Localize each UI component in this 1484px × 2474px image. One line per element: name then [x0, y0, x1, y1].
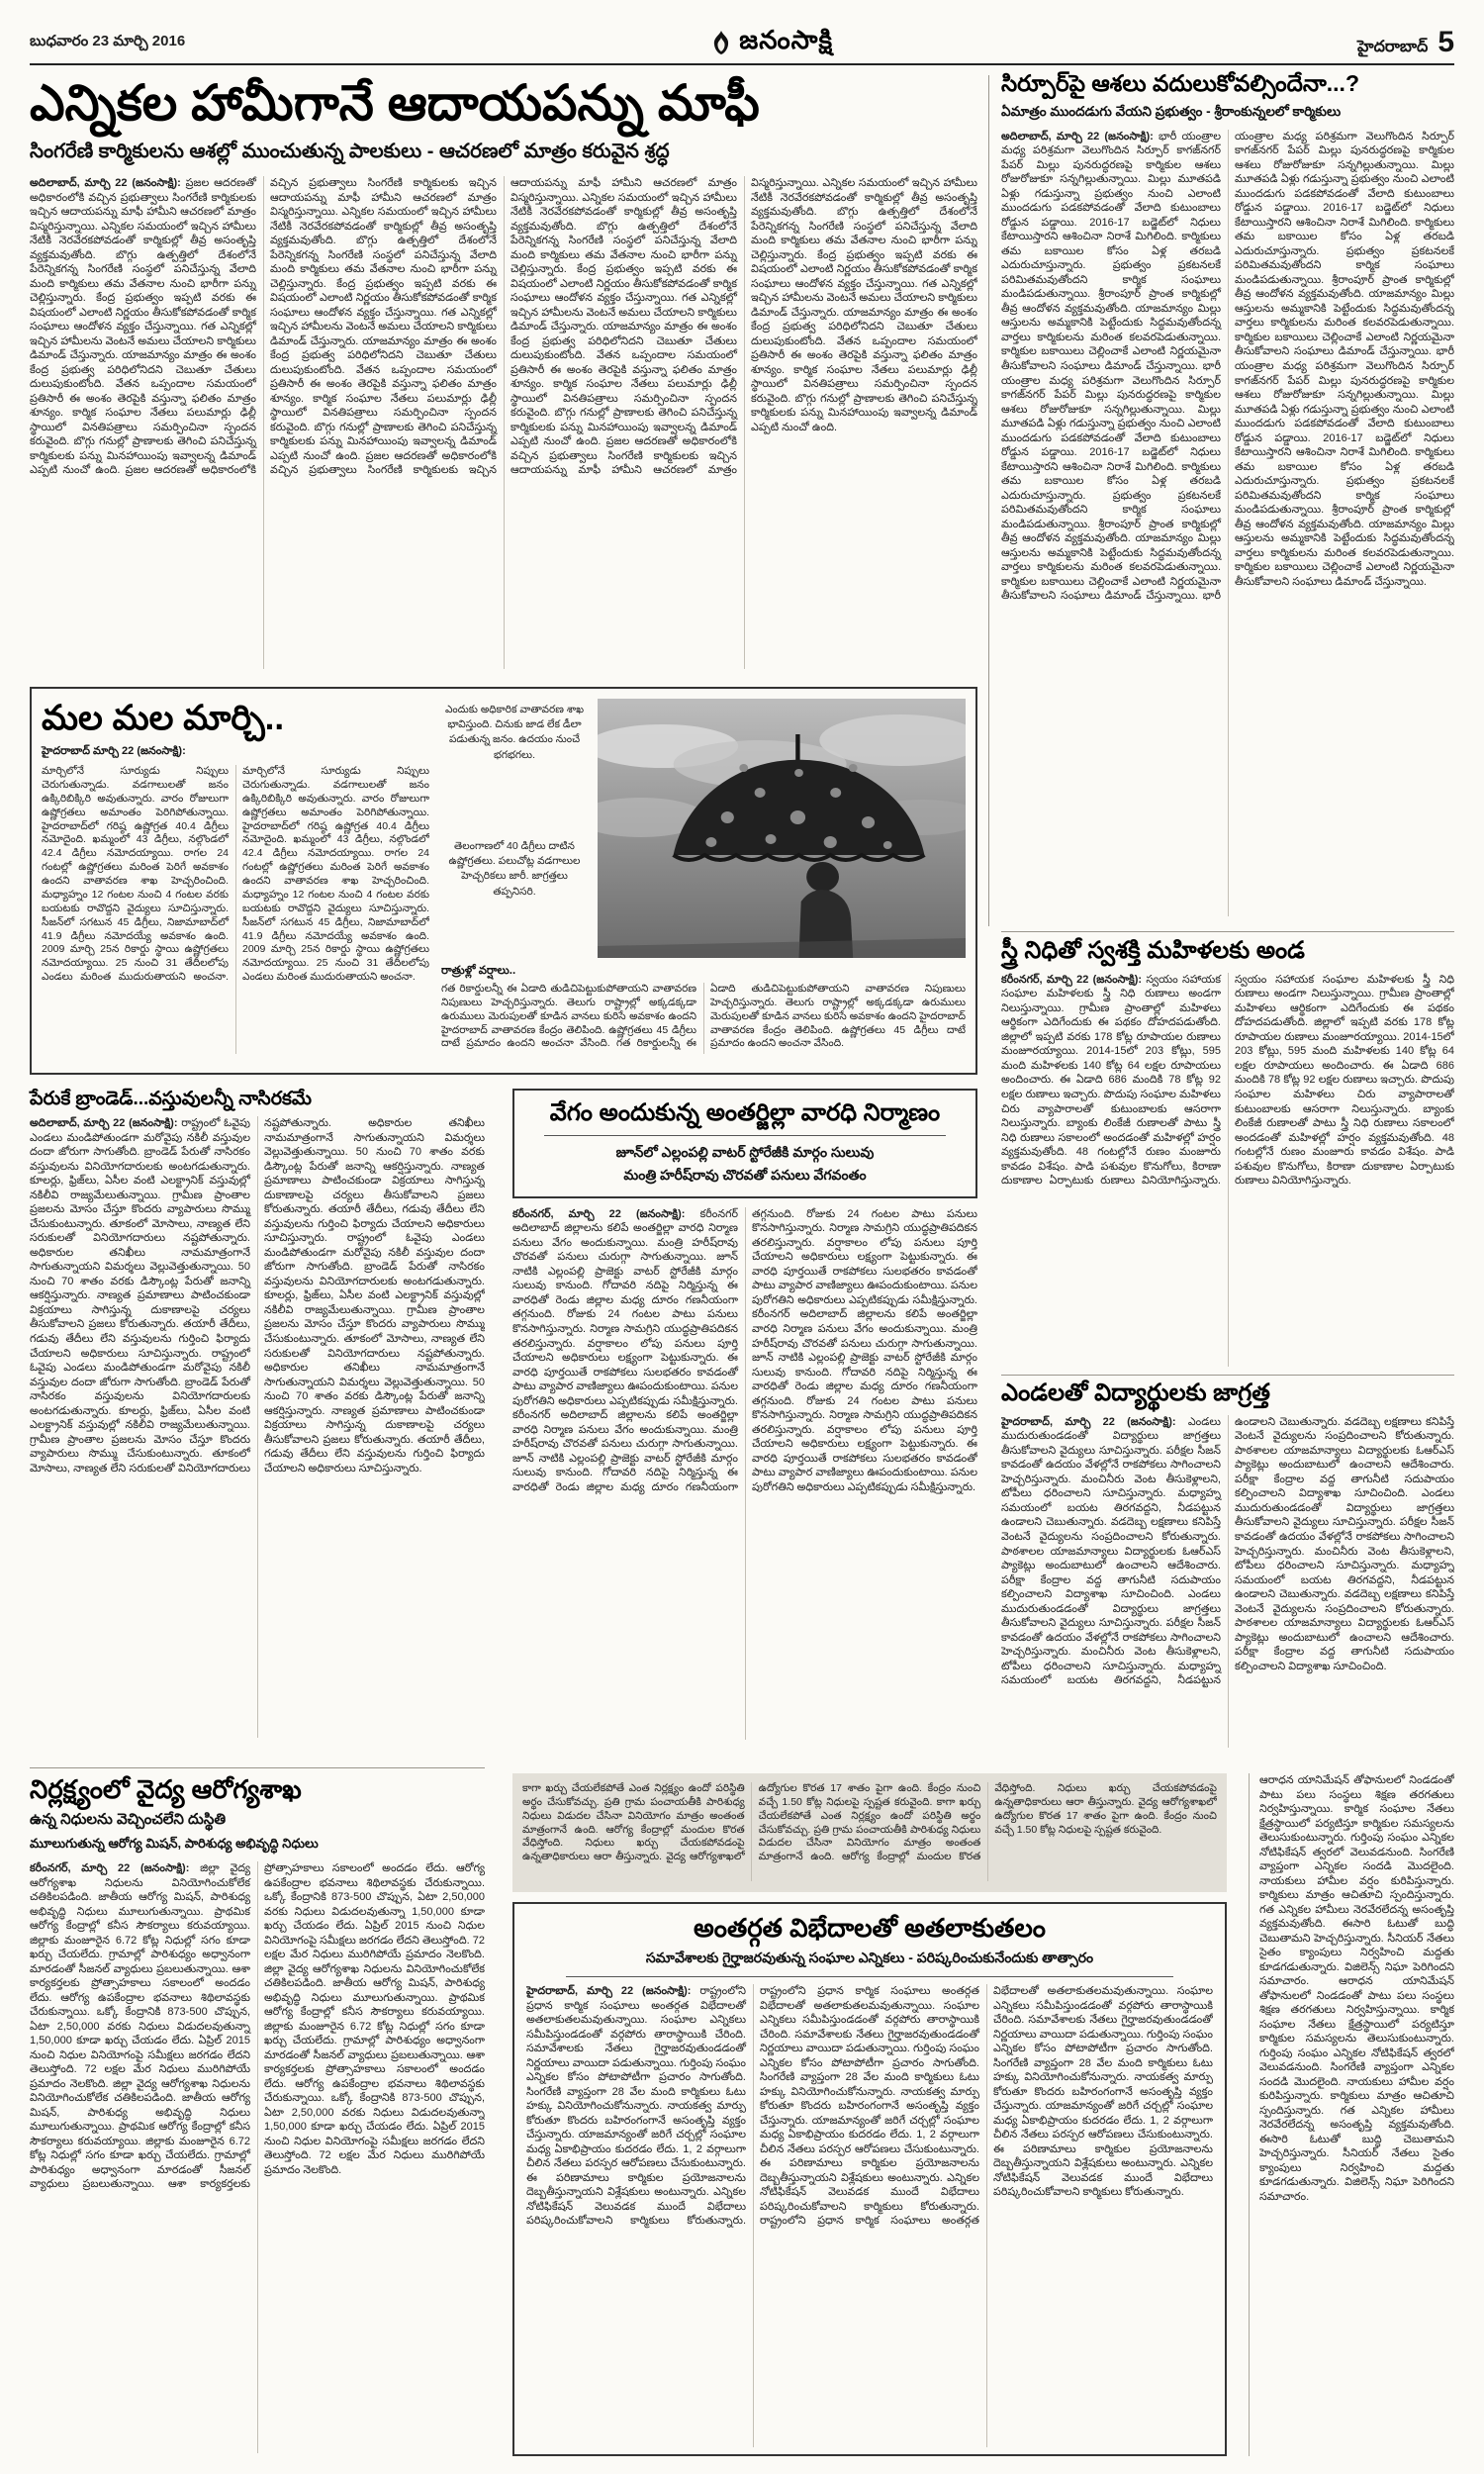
health-dateline: కరీంనగర్, మార్చి 22 (జనంసాక్షి):: [30, 1862, 201, 1875]
weather-headline: మల మల మార్చి..: [42, 699, 285, 737]
weather-note-2: తెలంగాణలో 40 డిగ్రీలు దాటిన ఉష్ణోగ్రతలు. పలుచోట్ల వడగాలుల హెచ్చరికలు జారీ. జాగ్రత్తలు తప్పనిసరి.: [448, 840, 581, 898]
weather-below-photo-text: [441, 983, 966, 1054]
students-body: [1001, 1415, 1454, 1748]
edition-block: [1357, 26, 1454, 59]
issue-date: బుధవారం 23 మార్చి 2016: [30, 32, 186, 49]
continuation-body: [1259, 1773, 1454, 2456]
article-bridge: [512, 1089, 977, 1740]
continuation-text: ఆరాధన యానిమేషన్ తోఫానులలో నిండడంతో పాటు పలు సంస్థలు శిక్షణ తరగతులు నిర్వహిస్తున్నాయి. కార్మిక సంఘాల నేతలు క్షేత్రస్థాయిలో పర్యటిస్తూ కార్మికుల సమస్యలను తెలుసుకుంటున్నారు. గుర్తింపు సంఘం ఎన్నికల నోటిఫికేషన్ త్వరలో వెలువడనుంది. సింగరేణి వ్యాప్తంగా ఎన్నికల సందడి మొదలైంది. నాయకులు హామీల వర్షం కురిపిస్తున్నారు. కార్మికులు మాత్రం ఆచితూచి స్పందిస్తున్నారు. గత ఎన్నికల హామీలు నెరవేరలేదన్న అసంతృప్తి వ్యక్తమవుతోంది. ఈసారి ఓటుతో బుద్ధి చెబుతామని హెచ్చరిస్తున్నారు. సీనియర్ నేతలు సైతం క్యాంపులు నిర్వహించి మద్దతు కూడగడుతున్నారు. విజిలెన్స్ నిఘా పెరిగిందని సమాచారం. ఆరాధన యానిమేషన్ తోఫానులలో నిండడంతో పాటు పలు సంస్థలు శిక్షణ తరగతులు నిర్వహిస్తున్నాయి. కార్మిక సంఘాల నేతలు క్షేత్రస్థాయిలో పర్యటిస్తూ కార్మికుల సమస్యలను తెలుసుకుంటున్నారు. గుర్తింపు సంఘం ఎన్నికల నోటిఫికేషన్ త్వరలో వెలువడనుంది. సింగరేణి వ్యాప్తంగా ఎన్నికల సందడి మొదలైంది. నాయకులు హామీల వర్షం కురిపిస్తున్నారు. కార్మికులు మాత్రం ఆచితూచి స్పందిస్తున్నారు. గత ఎన్నికల హామీలు నెరవేరలేదన్న అసంతృప్తి వ్యక్తమవుతోంది. ఈసారి ఓటుతో బుద్ధి చెబుతామని హెచ్చరిస్తున్నారు. సీనియర్ నేతలు సైతం క్యాంపులు నిర్వహించి మద్దతు కూడగడుతున్నారు. విజిలెన్స్ నిఘా పెరిగిందని సమాచారం.: [1259, 1774, 1454, 2203]
lead-body: [30, 176, 977, 669]
women-body: [1001, 973, 1454, 1367]
masthead-title: జనంసాక్షి: [739, 24, 834, 54]
women-headline: స్త్రీ నిధితో స్వశక్తి మహిళలకు అండ: [1001, 937, 1305, 964]
bridge-headline-box: [512, 1089, 977, 1198]
lead-subheadline: సింగరేణి కార్మికులను ఆశల్లో ముంచుతున్న పాలకులు - ఆచరణలో మాత్రం కరువైన శ్రద్ధ: [30, 141, 670, 162]
lead-dateline: అదిలాబాద్, మార్చి 22 (జనంసాక్షి):: [30, 177, 186, 189]
article-students-heat: [1001, 1380, 1454, 1748]
weather-body: [42, 765, 429, 1054]
branded-dateline: అదిలాబాద్, మార్చి 22 (జనంసాక్షి):: [30, 1117, 182, 1130]
header-rule: [30, 63, 1454, 65]
branded-body: [30, 1116, 485, 1738]
article-health: [30, 1775, 485, 2453]
health-subhead-1: ఉన్న నిధులను వెచ్చించలేని దుస్థితి: [30, 1811, 227, 1829]
students-dateline: హైదరాబాద్, మార్చి 22 (జనంసాక్షి):: [1001, 1415, 1188, 1428]
branded-body-text: రాష్ట్రంలో ఓవైపు ఎండలు మండిపోతుండగా మరోవైపు నకిలీ వస్తువుల దందా జోరుగా సాగుతోంది. బ్రాండెడ్ పేరుతో నాసిరకం వస్తువులను వినియోగదారులకు అంటగడుతున్నారు. కూలర్లు, ఫ్రిజ్‌లు, ఏసీల వంటి ఎలక్ట్రానిక్ వస్తువుల్లో నకిలీవి రాజ్యమేలుతున్నాయి. గ్రామీణ ప్రాంతాల ప్రజలను మోసం చేస్తూ కొందరు వ్యాపారులు సొమ్ము చేసుకుంటున్నారు. తూకంలో మోసాలు, నాణ్యత లేని సరుకులతో వినియోగదారులు నష్టపోతున్నారు. అధికారుల తనిఖీలు నామమాత్రంగానే సాగుతున్నాయని విమర్శలు వెల్లువెత్తుతున్నాయి. 50 నుంచి 70 శాతం వరకు డిస్కౌంట్ల పేరుతో జనాన్ని ఆకర్షిస్తున్నారు. నాణ్యత ప్రమాణాలు పాటించకుండా విక్రయాలు సాగిస్తున్న దుకాణాలపై చర్యలు తీసుకోవాలని ప్రజలు కోరుతున్నారు. తయారీ తేదీలు, గడువు తేదీలు లేని వస్తువులను గుర్తించి ఫిర్యాదు చేయాలని అధికారులు సూచిస్తున్నారు. రాష్ట్రంలో ఓవైపు ఎండలు మండిపోతుండగా మరోవైపు నకిలీ వస్తువుల దందా జోరుగా సాగుతోంది. బ్రాండెడ్ పేరుతో నాసిరకం వస్తువులను వినియోగదారులకు అంటగడుతున్నారు. కూలర్లు, ఫ్రిజ్‌లు, ఏసీల వంటి ఎలక్ట్రానిక్ వస్తువుల్లో నకిలీవి రాజ్యమేలుతున్నాయి. గ్రామీణ ప్రాంతాల ప్రజలను మోసం చేస్తూ కొందరు వ్యాపారులు సొమ్ము చేసుకుంటున్నారు. తూకంలో మోసాలు, నాణ్యత లేని సరుకులతో వినియోగదారులు నష్టపోతున్నారు. అధికారుల తనిఖీలు నామమాత్రంగానే సాగుతున్నాయని విమర్శలు వెల్లువెత్తుతున్నాయి. 50 నుంచి 70 శాతం వరకు డిస్కౌంట్ల పేరుతో జనాన్ని ఆకర్షిస్తున్నారు. నాణ్యత ప్రమాణాలు పాటించకుండా విక్రయాలు సాగిస్తున్న దుకాణాలపై చర్యలు తీసుకోవాలని ప్రజలు కోరుతున్నారు. తయారీ తేదీలు, గడువు తేదీలు లేని వస్తువులను గుర్తించి ఫిర్యాదు చేయాలని అధికారులు సూచిస్తున్నారు. రాష్ట్రంలో ఓవైపు ఎండలు మండిపోతుండగా మరోవైపు నకిలీ వస్తువుల దందా జోరుగా సాగుతోంది. బ్రాండెడ్ పేరుతో నాసిరకం వస్తువులను వినియోగదారులకు అంటగడుతున్నారు. కూలర్లు, ఫ్రిజ్‌లు, ఏసీల వంటి ఎలక్ట్రానిక్ వస్తువుల్లో నకిలీవి రాజ్యమేలుతున్నాయి. గ్రామీణ ప్రాంతాల ప్రజలను మోసం చేస్తూ కొందరు వ్యాపారులు సొమ్ము చేసుకుంటున్నారు. తూకంలో మోసాలు, నాణ్యత లేని సరుకులతో వినియోగదారులు నష్టపోతున్నారు. అధికారుల తనిఖీలు నామమాత్రంగానే సాగుతున్నాయని విమర్శలు వెల్లువెత్తుతున్నాయి. 50 నుంచి 70 శాతం వరకు డిస్కౌంట్ల పేరుతో జనాన్ని ఆకర్షిస్తున్నారు. నాణ్యత ప్రమాణాలు పాటించకుండా విక్రయాలు సాగిస్తున్న దుకాణాలపై చర్యలు తీసుకోవాలని ప్రజలు కోరుతున్నారు. తయారీ తేదీలు, గడువు తేదీలు లేని వస్తువులను గుర్తించి ఫిర్యాదు చేయాలని అధికారులు సూచిస్తున్నారు.: [30, 1117, 485, 1475]
gray-note-text: కాగా ఖర్చు చేయలేకపోతే ఎంత నిర్లక్ష్యం ఉందో పరిస్థితి అర్థం చేసుకోవచ్చు. ప్రతి గ్రామ పంచాయతీకి పారిశుధ్య నిధులు విడుదల చేసినా వినియోగం మాత్రం అంతంత మాత్రంగానే ఉంది. ఆరోగ్య కేంద్రాల్లో మందుల కొరత వేధిస్తోంది. నిధులు ఖర్చు చేయకపోవడంపై ఉన్నతాధికారులు ఆరా తీస్తున్నారు. వైద్య ఆరోగ్యశాఖలో ఉద్యోగుల కొరత 17 శాతం పైగా ఉంది. కేంద్రం నుంచి వచ్చే 1.50 కోట్ల నిధులపై స్పష్టత కరువైంది. కాగా ఖర్చు చేయలేకపోతే ఎంత నిర్లక్ష్యం ఉందో పరిస్థితి అర్థం చేసుకోవచ్చు. ప్రతి గ్రామ పంచాయతీకి పారిశుధ్య నిధులు విడుదల చేసినా వినియోగం మాత్రం అంతంత మాత్రంగానే ఉంది. ఆరోగ్య కేంద్రాల్లో మందుల కొరత వేధిస్తోంది. నిధులు ఖర్చు చేయకపోవడంపై ఉన్నతాధికారులు ఆరా తీస్తున్నారు. వైద్య ఆరోగ్యశాఖలో ఉద్యోగుల కొరత 17 శాతం పైగా ఉంది. కేంద్రం నుంచి వచ్చే 1.50 కోట్ల నిధులపై స్పష్టత కరువైంది.: [522, 1782, 1217, 1863]
page-number: 5: [1438, 26, 1454, 58]
internal-headline-rule: [566, 1976, 1173, 1977]
sirpur-body: [1001, 130, 1454, 916]
edition-city: హైదరాబాద్: [1357, 39, 1429, 55]
masthead: [709, 25, 833, 61]
bridge-headline-rule: [544, 1135, 946, 1136]
weather-photo-caption: రాత్రుళ్లో వర్షాలు..: [441, 965, 516, 977]
sirpur-body-text: భారీ యంత్రాల మధ్య పరిశ్రమగా వెలుగొందిన సిర్పూర్ కాగజ్‌నగర్ పేపర్ మిల్లు పునరుద్ధరణపై కార్మికుల ఆశలు రోజురోజుకూ సన్నగిల్లుతున్నాయి. మిల్లు మూతపడి ఏళ్లు గడుస్తున్నా ప్రభుత్వం నుంచి ఎలాంటి ముందడుగు పడకపోవడంతో వేలాది కుటుంబాలు రోడ్డున పడ్డాయి. 2016-17 బడ్జెట్‌లో నిధులు కేటాయిస్తారని ఆశించినా నిరాశే మిగిలింది. కార్మికులు తమ బకాయిల కోసం ఏళ్ల తరబడి ఎదురుచూస్తున్నారు. ప్రభుత్వం ప్రకటనలకే పరిమితమవుతోందని కార్మిక సంఘాలు మండిపడుతున్నాయి. శ్రీరాంపూర్ ప్రాంత కార్మికుల్లో తీవ్ర ఆందోళన వ్యక్తమవుతోంది. యాజమాన్యం మిల్లు ఆస్తులను అమ్మకానికి పెట్టేందుకు సిద్ధమవుతోందన్న వార్తలు కార్మికులను మరింత కలవరపెడుతున్నాయి. కార్మికుల బకాయిలు చెల్లించాకే ఎలాంటి నిర్ణయమైనా తీసుకోవాలని సంఘాలు డిమాండ్ చేస్తున్నాయి. భారీ యంత్రాల మధ్య పరిశ్రమగా వెలుగొందిన సిర్పూర్ కాగజ్‌నగర్ పేపర్ మిల్లు పునరుద్ధరణపై కార్మికుల ఆశలు రోజురోజుకూ సన్నగిల్లుతున్నాయి. మిల్లు మూతపడి ఏళ్లు గడుస్తున్నా ప్రభుత్వం నుంచి ఎలాంటి ముందడుగు పడకపోవడంతో వేలాది కుటుంబాలు రోడ్డున పడ్డాయి. 2016-17 బడ్జెట్‌లో నిధులు కేటాయిస్తారని ఆశించినా నిరాశే మిగిలింది. కార్మికులు తమ బకాయిల కోసం ఏళ్ల తరబడి ఎదురుచూస్తున్నారు. ప్రభుత్వం ప్రకటనలకే పరిమితమవుతోందని కార్మిక సంఘాలు మండిపడుతున్నాయి. శ్రీరాంపూర్ ప్రాంత కార్మికుల్లో తీవ్ర ఆందోళన వ్యక్తమవుతోంది. యాజమాన్యం మిల్లు ఆస్తులను అమ్మకానికి పెట్టేందుకు సిద్ధమవుతోందన్న వార్తలు కార్మికులను మరింత కలవరపెడుతున్నాయి. కార్మికుల బకాయిలు చెల్లించాకే ఎలాంటి నిర్ణయమైనా తీసుకోవాలని సంఘాలు డిమాండ్ చేస్తున్నాయి. భారీ యంత్రాల మధ్య పరిశ్రమగా వెలుగొందిన సిర్పూర్ కాగజ్‌నగర్ పేపర్ మిల్లు పునరుద్ధరణపై కార్మికుల ఆశలు రోజురోజుకూ సన్నగిల్లుతున్నాయి. మిల్లు మూతపడి ఏళ్లు గడుస్తున్నా ప్రభుత్వం నుంచి ఎలాంటి ముందడుగు పడకపోవడంతో వేలాది కుటుంబాలు రోడ్డున పడ్డాయి. 2016-17 బడ్జెట్‌లో నిధులు కేటాయిస్తారని ఆశించినా నిరాశే మిగిలింది. కార్మికులు తమ బకాయిల కోసం ఏళ్ల తరబడి ఎదురుచూస్తున్నారు. ప్రభుత్వం ప్రకటనలకే పరిమితమవుతోందని కార్మిక సంఘాలు మండిపడుతున్నాయి. శ్రీరాంపూర్ ప్రాంత కార్మికుల్లో తీవ్ర ఆందోళన వ్యక్తమవుతోంది. యాజమాన్యం మిల్లు ఆస్తులను అమ్మకానికి పెట్టేందుకు సిద్ధమవుతోందన్న వార్తలు కార్మికులను మరింత కలవరపెడుతున్నాయి. కార్మికుల బకాయిలు చెల్లించాకే ఎలాంటి నిర్ణయమైనా తీసుకోవాలని సంఘాలు డిమాండ్ చేస్తున్నాయి. భారీ యంత్రాల మధ్య పరిశ్రమగా వెలుగొందిన సిర్పూర్ కాగజ్‌నగర్ పేపర్ మిల్లు పునరుద్ధరణపై కార్మికుల ఆశలు రోజురోజుకూ సన్నగిల్లుతున్నాయి. మిల్లు మూతపడి ఏళ్లు గడుస్తున్నా ప్రభుత్వం నుంచి ఎలాంటి ముందడుగు పడకపోవడంతో వేలాది కుటుంబాలు రోడ్డున పడ్డాయి. 2016-17 బడ్జెట్‌లో నిధులు కేటాయిస్తారని ఆశించినా నిరాశే మిగిలింది. కార్మికులు తమ బకాయిల కోసం ఏళ్ల తరబడి ఎదురుచూస్తున్నారు. ప్రభుత్వం ప్రకటనలకే పరిమితమవుతోందని కార్మిక సంఘాలు మండిపడుతున్నాయి. శ్రీరాంపూర్ ప్రాంత కార్మికుల్లో తీవ్ర ఆందోళన వ్యక్తమవుతోంది. యాజమాన్యం మిల్లు ఆస్తులను అమ్మకానికి పెట్టేందుకు సిద్ధమవుతోందన్న వార్తలు కార్మికులను మరింత కలవరపెడుతున్నాయి. కార్మికుల బకాయిలు చెల్లించాకే ఎలాంటి నిర్ణయమైనా తీసుకోవాలని సంఘాలు డిమాండ్ చేస్తున్నాయి.: [1001, 130, 1454, 603]
column-divider: [988, 75, 989, 926]
sirpur-dateline: అదిలాబాద్, మార్చి 22 (జనంసాక్షి):: [1001, 130, 1159, 143]
section-rule: [1001, 931, 1454, 932]
weather-right-column: [441, 699, 966, 1063]
article-internal-disputes: [512, 1902, 1227, 2456]
bridge-headline: వేగం అందుకున్న అంతర్జిల్లా వారధి నిర్మాణం: [549, 1099, 941, 1126]
sirpur-headline: సిర్పూర్‌పై ఆశలు వదులుకోవల్సిందేనా...?: [1001, 70, 1359, 96]
bridge-subhead-1: జూన్‌లో ఎల్లంపల్లి వాటర్ స్టోరేజీకి మార్గం సులువు: [615, 1143, 875, 1160]
internal-dateline: హైదరాబాద్, మార్చి 22 (జనంసాక్షి):: [526, 1985, 700, 1998]
lead-headline: ఎన్నికల హామీగానే ఆదాయపన్ను మాఫీ: [30, 75, 760, 131]
bridge-dateline: కరీంనగర్, మార్చి 22 (జనంసాక్షి):: [512, 1207, 700, 1220]
bridge-body-text: కరీంనగర్ అదిలాబాద్ జిల్లాలను కలిపే అంతర్జిల్లా వారధి నిర్మాణ పనులు వేగం అందుకున్నాయి. మంత్రి హరీష్‌రావు చొరవతో పనులు చురుగ్గా సాగుతున్నాయి. జూన్ నాటికి ఎల్లంపల్లి ప్రాజెక్టు వాటర్ స్టోరేజీకి మార్గం సులువు కానుంది. గోదావరి నదిపై నిర్మిస్తున్న ఈ వారధితో రెండు జిల్లాల మధ్య దూరం గణనీయంగా తగ్గనుంది. రోజుకు 24 గంటల పాటు పనులు కొనసాగిస్తున్నారు. నిర్మాణ సామగ్రిని యుద్ధప్రాతిపదికన తరలిస్తున్నారు. వర్షాకాలం లోపు పనులు పూర్తి చేయాలని అధికారులు లక్ష్యంగా పెట్టుకున్నారు. ఈ వారధి పూర్తయితే రాకపోకలు సులభతరం కావడంతో పాటు వ్యాపార వాణిజ్యాలు ఊపందుకుంటాయి. పనుల పురోగతిని అధికారులు ఎప్పటికప్పుడు సమీక్షిస్తున్నారు. కరీంనగర్ అదిలాబాద్ జిల్లాలను కలిపే అంతర్జిల్లా వారధి నిర్మాణ పనులు వేగం అందుకున్నాయి. మంత్రి హరీష్‌రావు చొరవతో పనులు చురుగ్గా సాగుతున్నాయి. జూన్ నాటికి ఎల్లంపల్లి ప్రాజెక్టు వాటర్ స్టోరేజీకి మార్గం సులువు కానుంది. గోదావరి నదిపై నిర్మిస్తున్న ఈ వారధితో రెండు జిల్లాల మధ్య దూరం గణనీయంగా తగ్గనుంది. రోజుకు 24 గంటల పాటు పనులు కొనసాగిస్తున్నారు. నిర్మాణ సామగ్రిని యుద్ధప్రాతిపదికన తరలిస్తున్నారు. వర్షాకాలం లోపు పనులు పూర్తి చేయాలని అధికారులు లక్ష్యంగా పెట్టుకున్నారు. ఈ వారధి పూర్తయితే రాకపోకలు సులభతరం కావడంతో పాటు వ్యాపార వాణిజ్యాలు ఊపందుకుంటాయి. పనుల పురోగతిని అధికారులు ఎప్పటికప్పుడు సమీక్షిస్తున్నారు. కరీంనగర్ అదిలాబాద్ జిల్లాలను కలిపే అంతర్జిల్లా వారధి నిర్మాణ పనులు వేగం అందుకున్నాయి. మంత్రి హరీష్‌రావు చొరవతో పనులు చురుగ్గా సాగుతున్నాయి. జూన్ నాటికి ఎల్లంపల్లి ప్రాజెక్టు వాటర్ స్టోరేజీకి మార్గం సులువు కానుంది. గోదావరి నదిపై నిర్మిస్తున్న ఈ వారధితో రెండు జిల్లాల మధ్య దూరం గణనీయంగా తగ్గనుంది. రోజుకు 24 గంటల పాటు పనులు కొనసాగిస్తున్నారు. నిర్మాణ సామగ్రిని యుద్ధప్రాతిపదికన తరలిస్తున్నారు. వర్షాకాలం లోపు పనులు పూర్తి చేయాలని అధికారులు లక్ష్యంగా పెట్టుకున్నారు. ఈ వారధి పూర్తయితే రాకపోకలు సులభతరం కావడంతో పాటు వ్యాపార వాణిజ్యాలు ఊపందుకుంటాయి. పనుల పురోగతిని అధికారులు ఎప్పటికప్పుడు సమీక్షిస్తున్నారు.: [512, 1207, 977, 1493]
masthead-flame-icon: [709, 30, 733, 55]
lead-body-text: ప్రజల ఆదరణతో అధికారంలోకి వచ్చిన ప్రభుత్వాలు సింగరేణి కార్మికులకు ఇచ్చిన ఆదాయపన్ను మాఫీ హామీని ఆచరణలో మాత్రం విస్మరిస్తున్నాయి. ఎన్నికల సమయంలో ఇచ్చిన హామీలు నేటికీ నెరవేరకపోవడంతో కార్మికుల్లో తీవ్ర అసంతృప్తి వ్యక్తమవుతోంది. బొగ్గు ఉత్పత్తిలో దేశంలోనే పేరెన్నికగన్న సింగరేణి సంస్థలో పనిచేస్తున్న వేలాది మంది కార్మికులు తమ వేతనాల నుంచి భారీగా పన్ను చెల్లిస్తున్నారు. కేంద్ర ప్రభుత్వం ఇప్పటి వరకు ఈ విషయంలో ఎలాంటి నిర్ణయం తీసుకోకపోవడంతో కార్మిక సంఘాలు ఆందోళన వ్యక్తం చేస్తున్నాయి. గత ఎన్నికల్లో ఇచ్చిన హామీలను వెంటనే అమలు చేయాలని కార్మికులు డిమాండ్ చేస్తున్నారు. యాజమాన్యం మాత్రం ఈ అంశం కేంద్ర ప్రభుత్వ పరిధిలోనిదని చెబుతూ చేతులు దులుపుకుంటోంది. వేతన ఒప్పందాల సమయంలో ప్రతిసారీ ఈ అంశం తెరపైకి వస్తున్నా ఫలితం మాత్రం శూన్యం. కార్మిక సంఘాల నేతలు పలుమార్లు ఢిల్లీ స్థాయిలో వినతిపత్రాలు సమర్పించినా స్పందన కరువైంది. బొగ్గు గనుల్లో ప్రాణాలకు తెగించి పనిచేస్తున్న కార్మికులకు పన్ను మినహాయింపు ఇవ్వాలన్న డిమాండ్ ఎప్పటి నుంచో ఉంది. ప్రజల ఆదరణతో అధికారంలోకి వచ్చిన ప్రభుత్వాలు సింగరేణి కార్మికులకు ఇచ్చిన ఆదాయపన్ను మాఫీ హామీని ఆచరణలో మాత్రం విస్మరిస్తున్నాయి. ఎన్నికల సమయంలో ఇచ్చిన హామీలు నేటికీ నెరవేరకపోవడంతో కార్మికుల్లో తీవ్ర అసంతృప్తి వ్యక్తమవుతోంది. బొగ్గు ఉత్పత్తిలో దేశంలోనే పేరెన్నికగన్న సింగరేణి సంస్థలో పనిచేస్తున్న వేలాది మంది కార్మికులు తమ వేతనాల నుంచి భారీగా పన్ను చెల్లిస్తున్నారు. కేంద్ర ప్రభుత్వం ఇప్పటి వరకు ఈ విషయంలో ఎలాంటి నిర్ణయం తీసుకోకపోవడంతో కార్మిక సంఘాలు ఆందోళన వ్యక్తం చేస్తున్నాయి. గత ఎన్నికల్లో ఇచ్చిన హామీలను వెంటనే అమలు చేయాలని కార్మికులు డిమాండ్ చేస్తున్నారు. యాజమాన్యం మాత్రం ఈ అంశం కేంద్ర ప్రభుత్వ పరిధిలోనిదని చెబుతూ చేతులు దులుపుకుంటోంది. వేతన ఒప్పందాల సమయంలో ప్రతిసారీ ఈ అంశం తెరపైకి వస్తున్నా ఫలితం మాత్రం శూన్యం. కార్మిక సంఘాల నేతలు పలుమార్లు ఢిల్లీ స్థాయిలో వినతిపత్రాలు సమర్పించినా స్పందన కరువైంది. బొగ్గు గనుల్లో ప్రాణాలకు తెగించి పనిచేస్తున్న కార్మికులకు పన్ను మినహాయింపు ఇవ్వాలన్న డిమాండ్ ఎప్పటి నుంచో ఉంది. ప్రజల ఆదరణతో అధికారంలోకి వచ్చిన ప్రభుత్వాలు సింగరేణి కార్మికులకు ఇచ్చిన ఆదాయపన్ను మాఫీ హామీని ఆచరణలో మాత్రం విస్మరిస్తున్నాయి. ఎన్నికల సమయంలో ఇచ్చిన హామీలు నేటికీ నెరవేరకపోవడంతో కార్మికుల్లో తీవ్ర అసంతృప్తి వ్యక్తమవుతోంది. బొగ్గు ఉత్పత్తిలో దేశంలోనే పేరెన్నికగన్న సింగరేణి సంస్థలో పనిచేస్తున్న వేలాది మంది కార్మికులు తమ వేతనాల నుంచి భారీగా పన్ను చెల్లిస్తున్నారు. కేంద్ర ప్రభుత్వం ఇప్పటి వరకు ఈ విషయంలో ఎలాంటి నిర్ణయం తీసుకోకపోవడంతో కార్మిక సంఘాలు ఆందోళన వ్యక్తం చేస్తున్నాయి. గత ఎన్నికల్లో ఇచ్చిన హామీలను వెంటనే అమలు చేయాలని కార్మికులు డిమాండ్ చేస్తున్నారు. యాజమాన్యం మాత్రం ఈ అంశం కేంద్ర ప్రభుత్వ పరిధిలోనిదని చెబుతూ చేతులు దులుపుకుంటోంది. వేతన ఒప్పందాల సమయంలో ప్రతిసారీ ఈ అంశం తెరపైకి వస్తున్నా ఫలితం మాత్రం శూన్యం. కార్మిక సంఘాల నేతలు పలుమార్లు ఢిల్లీ స్థాయిలో వినతిపత్రాలు సమర్పించినా స్పందన కరువైంది. బొగ్గు గనుల్లో ప్రాణాలకు తెగించి పనిచేస్తున్న కార్మికులకు పన్ను మినహాయింపు ఇవ్వాలన్న డిమాండ్ ఎప్పటి నుంచో ఉంది. ప్రజల ఆదరణతో అధికారంలోకి వచ్చిన ప్రభుత్వాలు సింగరేణి కార్మికులకు ఇచ్చిన ఆదాయపన్ను మాఫీ హామీని ఆచరణలో మాత్రం విస్మరిస్తున్నాయి. ఎన్నికల సమయంలో ఇచ్చిన హామీలు నేటికీ నెరవేరకపోవడంతో కార్మికుల్లో తీవ్ర అసంతృప్తి వ్యక్తమవుతోంది. బొగ్గు ఉత్పత్తిలో దేశంలోనే పేరెన్నికగన్న సింగరేణి సంస్థలో పనిచేస్తున్న వేలాది మంది కార్మికులు తమ వేతనాల నుంచి భారీగా పన్ను చెల్లిస్తున్నారు. కేంద్ర ప్రభుత్వం ఇప్పటి వరకు ఈ విషయంలో ఎలాంటి నిర్ణయం తీసుకోకపోవడంతో కార్మిక సంఘాలు ఆందోళన వ్యక్తం చేస్తున్నాయి. గత ఎన్నికల్లో ఇచ్చిన హామీలను వెంటనే అమలు చేయాలని కార్మికులు డిమాండ్ చేస్తున్నారు. యాజమాన్యం మాత్రం ఈ అంశం కేంద్ర ప్రభుత్వ పరిధిలోనిదని చెబుతూ చేతులు దులుపుకుంటోంది. వేతన ఒప్పందాల సమయంలో ప్రతిసారీ ఈ అంశం తెరపైకి వస్తున్నా ఫలితం మాత్రం శూన్యం. కార్మిక సంఘాల నేతలు పలుమార్లు ఢిల్లీ స్థాయిలో వినతిపత్రాలు సమర్పించినా స్పందన కరువైంది. బొగ్గు గనుల్లో ప్రాణాలకు తెగించి పనిచేస్తున్న కార్మికులకు పన్ను మినహాయింపు ఇవ్వాలన్న డిమాండ్ ఎప్పటి నుంచో ఉంది.: [30, 177, 977, 477]
weather-left-column: [42, 699, 429, 1063]
women-dateline: కరీంనగర్, మార్చి 22 (జనంసాక్షి):: [1001, 973, 1147, 986]
students-headline: ఎండలతో విద్యార్థులకు జాగ్రత్త: [1001, 1380, 1270, 1406]
health-headline: నిర్లక్ష్యంలో వైద్య ఆరోగ్యశాఖ: [30, 1774, 302, 1804]
health-body-text: జిల్లా వైద్య ఆరోగ్యశాఖ నిధులను వినియోగించుకోలేక చతికిలపడింది. జాతీయ ఆరోగ్య మిషన్, పారిశుధ్య అభివృద్ధి నిధులు మూలుగుతున్నాయి. ప్రాథమిక ఆరోగ్య కేంద్రాల్లో కనీస సౌకర్యాలు కరువయ్యాయి. జిల్లాకు మంజూరైన 6.72 కోట్ల నిధుల్లో సగం కూడా ఖర్చు చేయలేదు. గ్రామాల్లో పారిశుధ్యం అధ్వానంగా మారడంతో సీజనల్ వ్యాధులు ప్రబలుతున్నాయి. ఆశా కార్యకర్తలకు ప్రోత్సాహకాలు సకాలంలో అందడం లేదు. ఆరోగ్య ఉపకేంద్రాల భవనాలు శిథిలావస్థకు చేరుకున్నాయి. ఒక్కో కేంద్రానికి 873-500 చొప్పున, ఏటా 2,50,000 వరకు నిధులు విడుదలవుతున్నా 1,50,000 కూడా ఖర్చు చేయడం లేదు. ఏప్రిల్ 2015 నుంచి నిధుల వినియోగంపై సమీక్షలు జరగడం లేదని తెలుస్తోంది. 72 లక్షల మేర నిధులు మురిగిపోయే ప్రమాదం నెలకొంది. జిల్లా వైద్య ఆరోగ్యశాఖ నిధులను వినియోగించుకోలేక చతికిలపడింది. జాతీయ ఆరోగ్య మిషన్, పారిశుధ్య అభివృద్ధి నిధులు మూలుగుతున్నాయి. ప్రాథమిక ఆరోగ్య కేంద్రాల్లో కనీస సౌకర్యాలు కరువయ్యాయి. జిల్లాకు మంజూరైన 6.72 కోట్ల నిధుల్లో సగం కూడా ఖర్చు చేయలేదు. గ్రామాల్లో పారిశుధ్యం అధ్వానంగా మారడంతో సీజనల్ వ్యాధులు ప్రబలుతున్నాయి. ఆశా కార్యకర్తలకు ప్రోత్సాహకాలు సకాలంలో అందడం లేదు. ఆరోగ్య ఉపకేంద్రాల భవనాలు శిథిలావస్థకు చేరుకున్నాయి. ఒక్కో కేంద్రానికి 873-500 చొప్పున, ఏటా 2,50,000 వరకు నిధులు విడుదలవుతున్నా 1,50,000 కూడా ఖర్చు చేయడం లేదు. ఏప్రిల్ 2015 నుంచి నిధుల వినియోగంపై సమీక్షలు జరగడం లేదని తెలుస్తోంది. 72 లక్షల మేర నిధులు మురిగిపోయే ప్రమాదం నెలకొంది. జిల్లా వైద్య ఆరోగ్యశాఖ నిధులను వినియోగించుకోలేక చతికిలపడింది. జాతీయ ఆరోగ్య మిషన్, పారిశుధ్య అభివృద్ధి నిధులు మూలుగుతున్నాయి. ప్రాథమిక ఆరోగ్య కేంద్రాల్లో కనీస సౌకర్యాలు కరువయ్యాయి. జిల్లాకు మంజూరైన 6.72 కోట్ల నిధుల్లో సగం కూడా ఖర్చు చేయలేదు. గ్రామాల్లో పారిశుధ్యం అధ్వానంగా మారడంతో సీజనల్ వ్యాధులు ప్రబలుతున్నాయి. ఆశా కార్యకర్తలకు ప్రోత్సాహకాలు సకాలంలో అందడం లేదు. ఆరోగ్య ఉపకేంద్రాల భవనాలు శిథిలావస్థకు చేరుకున్నాయి. ఒక్కో కేంద్రానికి 873-500 చొప్పున, ఏటా 2,50,000 వరకు నిధులు విడుదలవుతున్నా 1,50,000 కూడా ఖర్చు చేయడం లేదు. ఏప్రిల్ 2015 నుంచి నిధుల వినియోగంపై సమీక్షలు జరగడం లేదని తెలుస్తోంది. 72 లక్షల మేర నిధులు మురిగిపోయే ప్రమాదం నెలకొంది.: [30, 1862, 485, 2191]
women-body-text: స్వయం సహాయక సంఘాల మహిళలకు స్త్రీ నిధి రుణాలు అండగా నిలుస్తున్నాయి. గ్రామీణ ప్రాంతాల్లో మహిళలు ఆర్థికంగా ఎదిగేందుకు ఈ పథకం దోహదపడుతోంది. జిల్లాలో ఇప్పటి వరకు 178 కోట్ల రూపాయల రుణాలు మంజూరయ్యాయి. 2014-15లో 203 కోట్లు, 595 మంది మహిళలకు 140 కోట్ల 64 లక్షల రూపాయలు అందించారు. ఈ ఏడాది 686 మందికి 78 కోట్ల 92 లక్షల రుణాలు ఇచ్చారు. పొదుపు సంఘాల మహిళలు చిరు వ్యాపారాలతో కుటుంబాలకు ఆసరాగా నిలుస్తున్నారు. బ్యాంకు లింకేజీ రుణాలతో పాటు స్త్రీ నిధి రుణాలు సకాలంలో అందడంతో మహిళల్లో హర్షం వ్యక్తమవుతోంది. 48 గంటల్లోనే రుణం మంజూరు కావడం విశేషం. పాడి పశువుల కొనుగోలు, కిరాణా దుకాణాల ఏర్పాటుకు రుణాలు వినియోగిస్తున్నారు. స్వయం సహాయక సంఘాల మహిళలకు స్త్రీ నిధి రుణాలు అండగా నిలుస్తున్నాయి. గ్రామీణ ప్రాంతాల్లో మహిళలు ఆర్థికంగా ఎదిగేందుకు ఈ పథకం దోహదపడుతోంది. జిల్లాలో ఇప్పటి వరకు 178 కోట్ల రూపాయల రుణాలు మంజూరయ్యాయి. 2014-15లో 203 కోట్లు, 595 మంది మహిళలకు 140 కోట్ల 64 లక్షల రూపాయలు అందించారు. ఈ ఏడాది 686 మందికి 78 కోట్ల 92 లక్షల రుణాలు ఇచ్చారు. పొదుపు సంఘాల మహిళలు చిరు వ్యాపారాలతో కుటుంబాలకు ఆసరాగా నిలుస్తున్నారు. బ్యాంకు లింకేజీ రుణాలతో పాటు స్త్రీ నిధి రుణాలు సకాలంలో అందడంతో మహిళల్లో హర్షం వ్యక్తమవుతోంది. 48 గంటల్లోనే రుణం మంజూరు కావడం విశేషం. పాడి పశువుల కొనుగోలు, కిరాణా దుకాణాల ఏర్పాటుకు రుణాలు వినియోగిస్తున్నారు.: [1001, 973, 1454, 1188]
branded-headline: పేరుకే బ్రాండెడ్...వస్తువులన్నీ నాసిరకమే: [30, 1089, 313, 1109]
weather-body-text: మార్చిలోనే సూర్యుడు నిప్పులు చెరుగుతున్నాడు. వడగాలులతో జనం ఉక్కిరిబిక్కిరి అవుతున్నారు. వారం రోజులుగా ఉష్ణోగ్రతలు అమాంతం పెరిగిపోతున్నాయి. హైదరాబాద్‌లో గరిష్ఠ ఉష్ణోగ్రత 40.4 డిగ్రీలు నమోదైంది. ఖమ్మంలో 43 డిగ్రీలు, నల్గొండలో 42.4 డిగ్రీలు నమోదయ్యాయి. రాగల 24 గంటల్లో ఉష్ణోగ్రతలు మరింత పెరిగే అవకాశం ఉందని వాతావరణ శాఖ హెచ్చరించింది. మధ్యాహ్నం 12 గంటల నుంచి 4 గంటల వరకు బయటకు రావొద్దని వైద్యులు సూచిస్తున్నారు. సీజన్‌లో సగటున 45 డిగ్రీలు, నిజామాబాద్‌లో 41.9 డిగ్రీలు నమోదయ్యే అవకాశం ఉంది. 2009 మార్చి 25న రికార్డు స్థాయి ఉష్ణోగ్రతలు నమోదయ్యాయి. 25 నుంచి 31 తేదీలలోపు ఎండలు మరింత ముదురుతాయని అంచనా. మార్చిలోనే సూర్యుడు నిప్పులు చెరుగుతున్నాడు. వడగాలులతో జనం ఉక్కిరిబిక్కిరి అవుతున్నారు. వారం రోజులుగా ఉష్ణోగ్రతలు అమాంతం పెరిగిపోతున్నాయి. హైదరాబాద్‌లో గరిష్ఠ ఉష్ణోగ్రత 40.4 డిగ్రీలు నమోదైంది. ఖమ్మంలో 43 డిగ్రీలు, నల్గొండలో 42.4 డిగ్రీలు నమోదయ్యాయి. రాగల 24 గంటల్లో ఉష్ణోగ్రతలు మరింత పెరిగే అవకాశం ఉందని వాతావరణ శాఖ హెచ్చరించింది. మధ్యాహ్నం 12 గంటల నుంచి 4 గంటల వరకు బయటకు రావొద్దని వైద్యులు సూచిస్తున్నారు. సీజన్‌లో సగటున 45 డిగ్రీలు, నిజామాబాద్‌లో 41.9 డిగ్రీలు నమోదయ్యే అవకాశం ఉంది. 2009 మార్చి 25న రికార్డు స్థాయి ఉష్ణోగ్రతలు నమోదయ్యాయి. 25 నుంచి 31 తేదీలలోపు ఎండలు మరింత ముదురుతాయని అంచనా.: [42, 765, 429, 984]
section-rule: [30, 1767, 485, 1768]
sirpur-subheadline: ఏమాత్రం ముందడుగు వేయని ప్రభుత్వం - శ్రీరాంకున్నలలో కార్మికులు: [1001, 103, 1342, 119]
bridge-body: [512, 1207, 977, 1740]
article-lead: [30, 75, 977, 669]
continuation-column: [1249, 1773, 1454, 2456]
page-header: [30, 24, 1454, 61]
internal-body-text: రాష్ట్రంలోని ప్రధాన కార్మిక సంఘాలు అంతర్గత విభేదాలతో అతలాకుతలమవుతున్నాయి. సంఘాల ఎన్నికలు సమీపిస్తుండడంతో వర్గపోరు తారాస్థాయికి చేరింది. సమావేశాలకు నేతలు గైర్హాజరవుతుండడంతో నిర్ణయాలు వాయిదా పడుతున్నాయి. గుర్తింపు సంఘం ఎన్నికల కోసం పోటాపోటీగా ప్రచారం సాగుతోంది. సింగరేణి వ్యాప్తంగా 28 వేల మంది కార్మికులు ఓటు హక్కు వినియోగించుకోనున్నారు. నాయకత్వ మార్పు కోరుతూ కొందరు బహిరంగంగానే అసంతృప్తి వ్యక్తం చేస్తున్నారు. యాజమాన్యంతో జరిగే చర్చల్లో సంఘాల మధ్య ఏకాభిప్రాయం కుదరడం లేదు. 1, 2 వర్గాలుగా చీలిన నేతలు పరస్పర ఆరోపణలు చేసుకుంటున్నారు. ఈ పరిణామాలు కార్మికుల ప్రయోజనాలను దెబ్బతీస్తున్నాయని విశ్లేషకులు అంటున్నారు. ఎన్నికల నోటిఫికేషన్ వెలువడక ముందే విభేదాలు పరిష్కరించుకోవాలని కార్మికులు కోరుతున్నారు. రాష్ట్రంలోని ప్రధాన కార్మిక సంఘాలు అంతర్గత విభేదాలతో అతలాకుతలమవుతున్నాయి. సంఘాల ఎన్నికలు సమీపిస్తుండడంతో వర్గపోరు తారాస్థాయికి చేరింది. సమావేశాలకు నేతలు గైర్హాజరవుతుండడంతో నిర్ణయాలు వాయిదా పడుతున్నాయి. గుర్తింపు సంఘం ఎన్నికల కోసం పోటాపోటీగా ప్రచారం సాగుతోంది. సింగరేణి వ్యాప్తంగా 28 వేల మంది కార్మికులు ఓటు హక్కు వినియోగించుకోనున్నారు. నాయకత్వ మార్పు కోరుతూ కొందరు బహిరంగంగానే అసంతృప్తి వ్యక్తం చేస్తున్నారు. యాజమాన్యంతో జరిగే చర్చల్లో సంఘాల మధ్య ఏకాభిప్రాయం కుదరడం లేదు. 1, 2 వర్గాలుగా చీలిన నేతలు పరస్పర ఆరోపణలు చేసుకుంటున్నారు. ఈ పరిణామాలు కార్మికుల ప్రయోజనాలను దెబ్బతీస్తున్నాయని విశ్లేషకులు అంటున్నారు. ఎన్నికల నోటిఫికేషన్ వెలువడక ముందే విభేదాలు పరిష్కరించుకోవాలని కార్మికులు కోరుతున్నారు. రాష్ట్రంలోని ప్రధాన కార్మిక సంఘాలు అంతర్గత విభేదాలతో అతలాకుతలమవుతున్నాయి. సంఘాల ఎన్నికలు సమీపిస్తుండడంతో వర్గపోరు తారాస్థాయికి చేరింది. సమావేశాలకు నేతలు గైర్హాజరవుతుండడంతో నిర్ణయాలు వాయిదా పడుతున్నాయి. గుర్తింపు సంఘం ఎన్నికల కోసం పోటాపోటీగా ప్రచారం సాగుతోంది. సింగరేణి వ్యాప్తంగా 28 వేల మంది కార్మికులు ఓటు హక్కు వినియోగించుకోనున్నారు. నాయకత్వ మార్పు కోరుతూ కొందరు బహిరంగంగానే అసంతృప్తి వ్యక్తం చేస్తున్నారు. యాజమాన్యంతో జరిగే చర్చల్లో సంఘాల మధ్య ఏకాభిప్రాయం కుదరడం లేదు. 1, 2 వర్గాలుగా చీలిన నేతలు పరస్పర ఆరోపణలు చేసుకుంటున్నారు. ఈ పరిణామాలు కార్మికుల ప్రయోజనాలను దెబ్బతీస్తున్నాయని విశ్లేషకులు అంటున్నారు. ఎన్నికల నోటిఫికేషన్ వెలువడక ముందే విభేదాలు పరిష్కరించుకోవాలని కార్మికులు కోరుతున్నారు.: [526, 1985, 1213, 2228]
gray-note-body: [522, 1782, 1217, 1881]
students-body-text: ఎండలు ముదురుతుండడంతో విద్యార్థులు జాగ్రత్తలు తీసుకోవాలని వైద్యులు సూచిస్తున్నారు. పరీక్షల సీజన్ కావడంతో ఉదయం వేళల్లోనే రాకపోకలు సాగించాలని హెచ్చరిస్తున్నారు. మంచినీరు వెంట తీసుకెళ్లాలని, టోపీలు ధరించాలని సూచిస్తున్నారు. మధ్యాహ్న సమయంలో బయట తిరగవద్దని, నీడపట్టున ఉండాలని చెబుతున్నారు. వడదెబ్బ లక్షణాలు కనిపిస్తే వెంటనే వైద్యులను సంప్రదించాలని కోరుతున్నారు. పాఠశాలల యాజమాన్యాలు విద్యార్థులకు ఓఆర్ఎస్ ప్యాకెట్లు అందుబాటులో ఉంచాలని ఆదేశించారు. పరీక్షా కేంద్రాల వద్ద తాగునీటి సదుపాయం కల్పించాలని విద్యాశాఖ సూచించింది. ఎండలు ముదురుతుండడంతో విద్యార్థులు జాగ్రత్తలు తీసుకోవాలని వైద్యులు సూచిస్తున్నారు. పరీక్షల సీజన్ కావడంతో ఉదయం వేళల్లోనే రాకపోకలు సాగించాలని హెచ్చరిస్తున్నారు. మంచినీరు వెంట తీసుకెళ్లాలని, టోపీలు ధరించాలని సూచిస్తున్నారు. మధ్యాహ్న సమయంలో బయట తిరగవద్దని, నీడపట్టున ఉండాలని చెబుతున్నారు. వడదెబ్బ లక్షణాలు కనిపిస్తే వెంటనే వైద్యులను సంప్రదించాలని కోరుతున్నారు. పాఠశాలల యాజమాన్యాలు విద్యార్థులకు ఓఆర్ఎస్ ప్యాకెట్లు అందుబాటులో ఉంచాలని ఆదేశించారు. పరీక్షా కేంద్రాల వద్ద తాగునీటి సదుపాయం కల్పించాలని విద్యాశాఖ సూచించింది. ఎండలు ముదురుతుండడంతో విద్యార్థులు జాగ్రత్తలు తీసుకోవాలని వైద్యులు సూచిస్తున్నారు. పరీక్షల సీజన్ కావడంతో ఉదయం వేళల్లోనే రాకపోకలు సాగించాలని హెచ్చరిస్తున్నారు. మంచినీరు వెంట తీసుకెళ్లాలని, టోపీలు ధరించాలని సూచిస్తున్నారు. మధ్యాహ్న సమయంలో బయట తిరగవద్దని, నీడపట్టున ఉండాలని చెబుతున్నారు. వడదెబ్బ లక్షణాలు కనిపిస్తే వెంటనే వైద్యులను సంప్రదించాలని కోరుతున్నారు. పాఠశాలల యాజమాన్యాలు విద్యార్థులకు ఓఆర్ఎస్ ప్యాకెట్లు అందుబాటులో ఉంచాలని ఆదేశించారు. పరీక్షా కేంద్రాల వద్ద తాగునీటి సదుపాయం కల్పించాలని విద్యాశాఖ సూచించింది.: [1001, 1415, 1454, 1687]
section-rule: [1001, 1375, 1454, 1376]
weather-top-row: [441, 699, 966, 958]
health-subhead-2: మూలుగుతున్న ఆరోగ్య మిషన్, పారిశుధ్య అభివృద్ధి నిధులు: [30, 1836, 319, 1852]
bridge-subhead-2: మంత్రి హరీష్‌రావు చొరవతో పనులు వేగవంతం: [623, 1166, 867, 1183]
health-body: [30, 1861, 485, 2453]
weather-note-1: ఎందుకు అధికారిక వాతావరణ శాఖ భావిస్తుంది. చినుకు జాడ లేక డీలా పడుతున్న జనం. ఉదయం నుంచే భగభగలు.: [444, 704, 585, 761]
umbrella-photo: [598, 699, 966, 958]
internal-subheadline: సమావేశాలకు గైర్హాజరవుతున్న సంఘాల ఎన్నికలు - పరిష్కరించుకునేందుకు తాత్సారం: [645, 1950, 1094, 1966]
article-women-fund: [1001, 938, 1454, 1367]
internal-body: [526, 1984, 1213, 2447]
gray-note-box: [512, 1773, 1227, 1892]
internal-headline: అంతర్గత విభేదాలతో అతలాకుతలం: [694, 1913, 1046, 1943]
article-branded: [30, 1089, 485, 1738]
weather-below-text: గత రికార్డులన్నీ ఈ ఏడాది తుడిచిపెట్టుకుపోతాయని వాతావరణ నిపుణులు హెచ్చరిస్తున్నారు. తెలుగు రాష్ట్రాల్లో అక్కడక్కడా ఉరుములు మెరుపులతో కూడిన వానలు కురిసే అవకాశం ఉందని హైదరాబాద్ వాతావరణ కేంద్రం తెలిపింది. ఉష్ణోగ్రతలు 45 డిగ్రీలు దాటే ప్రమాదం ఉందని అంచనా వేసింది. గత రికార్డులన్నీ ఈ ఏడాది తుడిచిపెట్టుకుపోతాయని వాతావరణ నిపుణులు హెచ్చరిస్తున్నారు. తెలుగు రాష్ట్రాల్లో అక్కడక్కడా ఉరుములు మెరుపులతో కూడిన వానలు కురిసే అవకాశం ఉందని హైదరాబాద్ వాతావరణ కేంద్రం తెలిపింది. ఉష్ణోగ్రతలు 45 డిగ్రీలు దాటే ప్రమాదం ఉందని అంచనా వేసింది.: [441, 983, 966, 1050]
weather-notes: [441, 699, 588, 958]
article-weather-box: [30, 687, 977, 1075]
article-sirpur: [1001, 71, 1454, 916]
weather-dateline: హైదరాబాద్ మార్చి 22 (జనంసాక్షి):: [42, 745, 186, 758]
